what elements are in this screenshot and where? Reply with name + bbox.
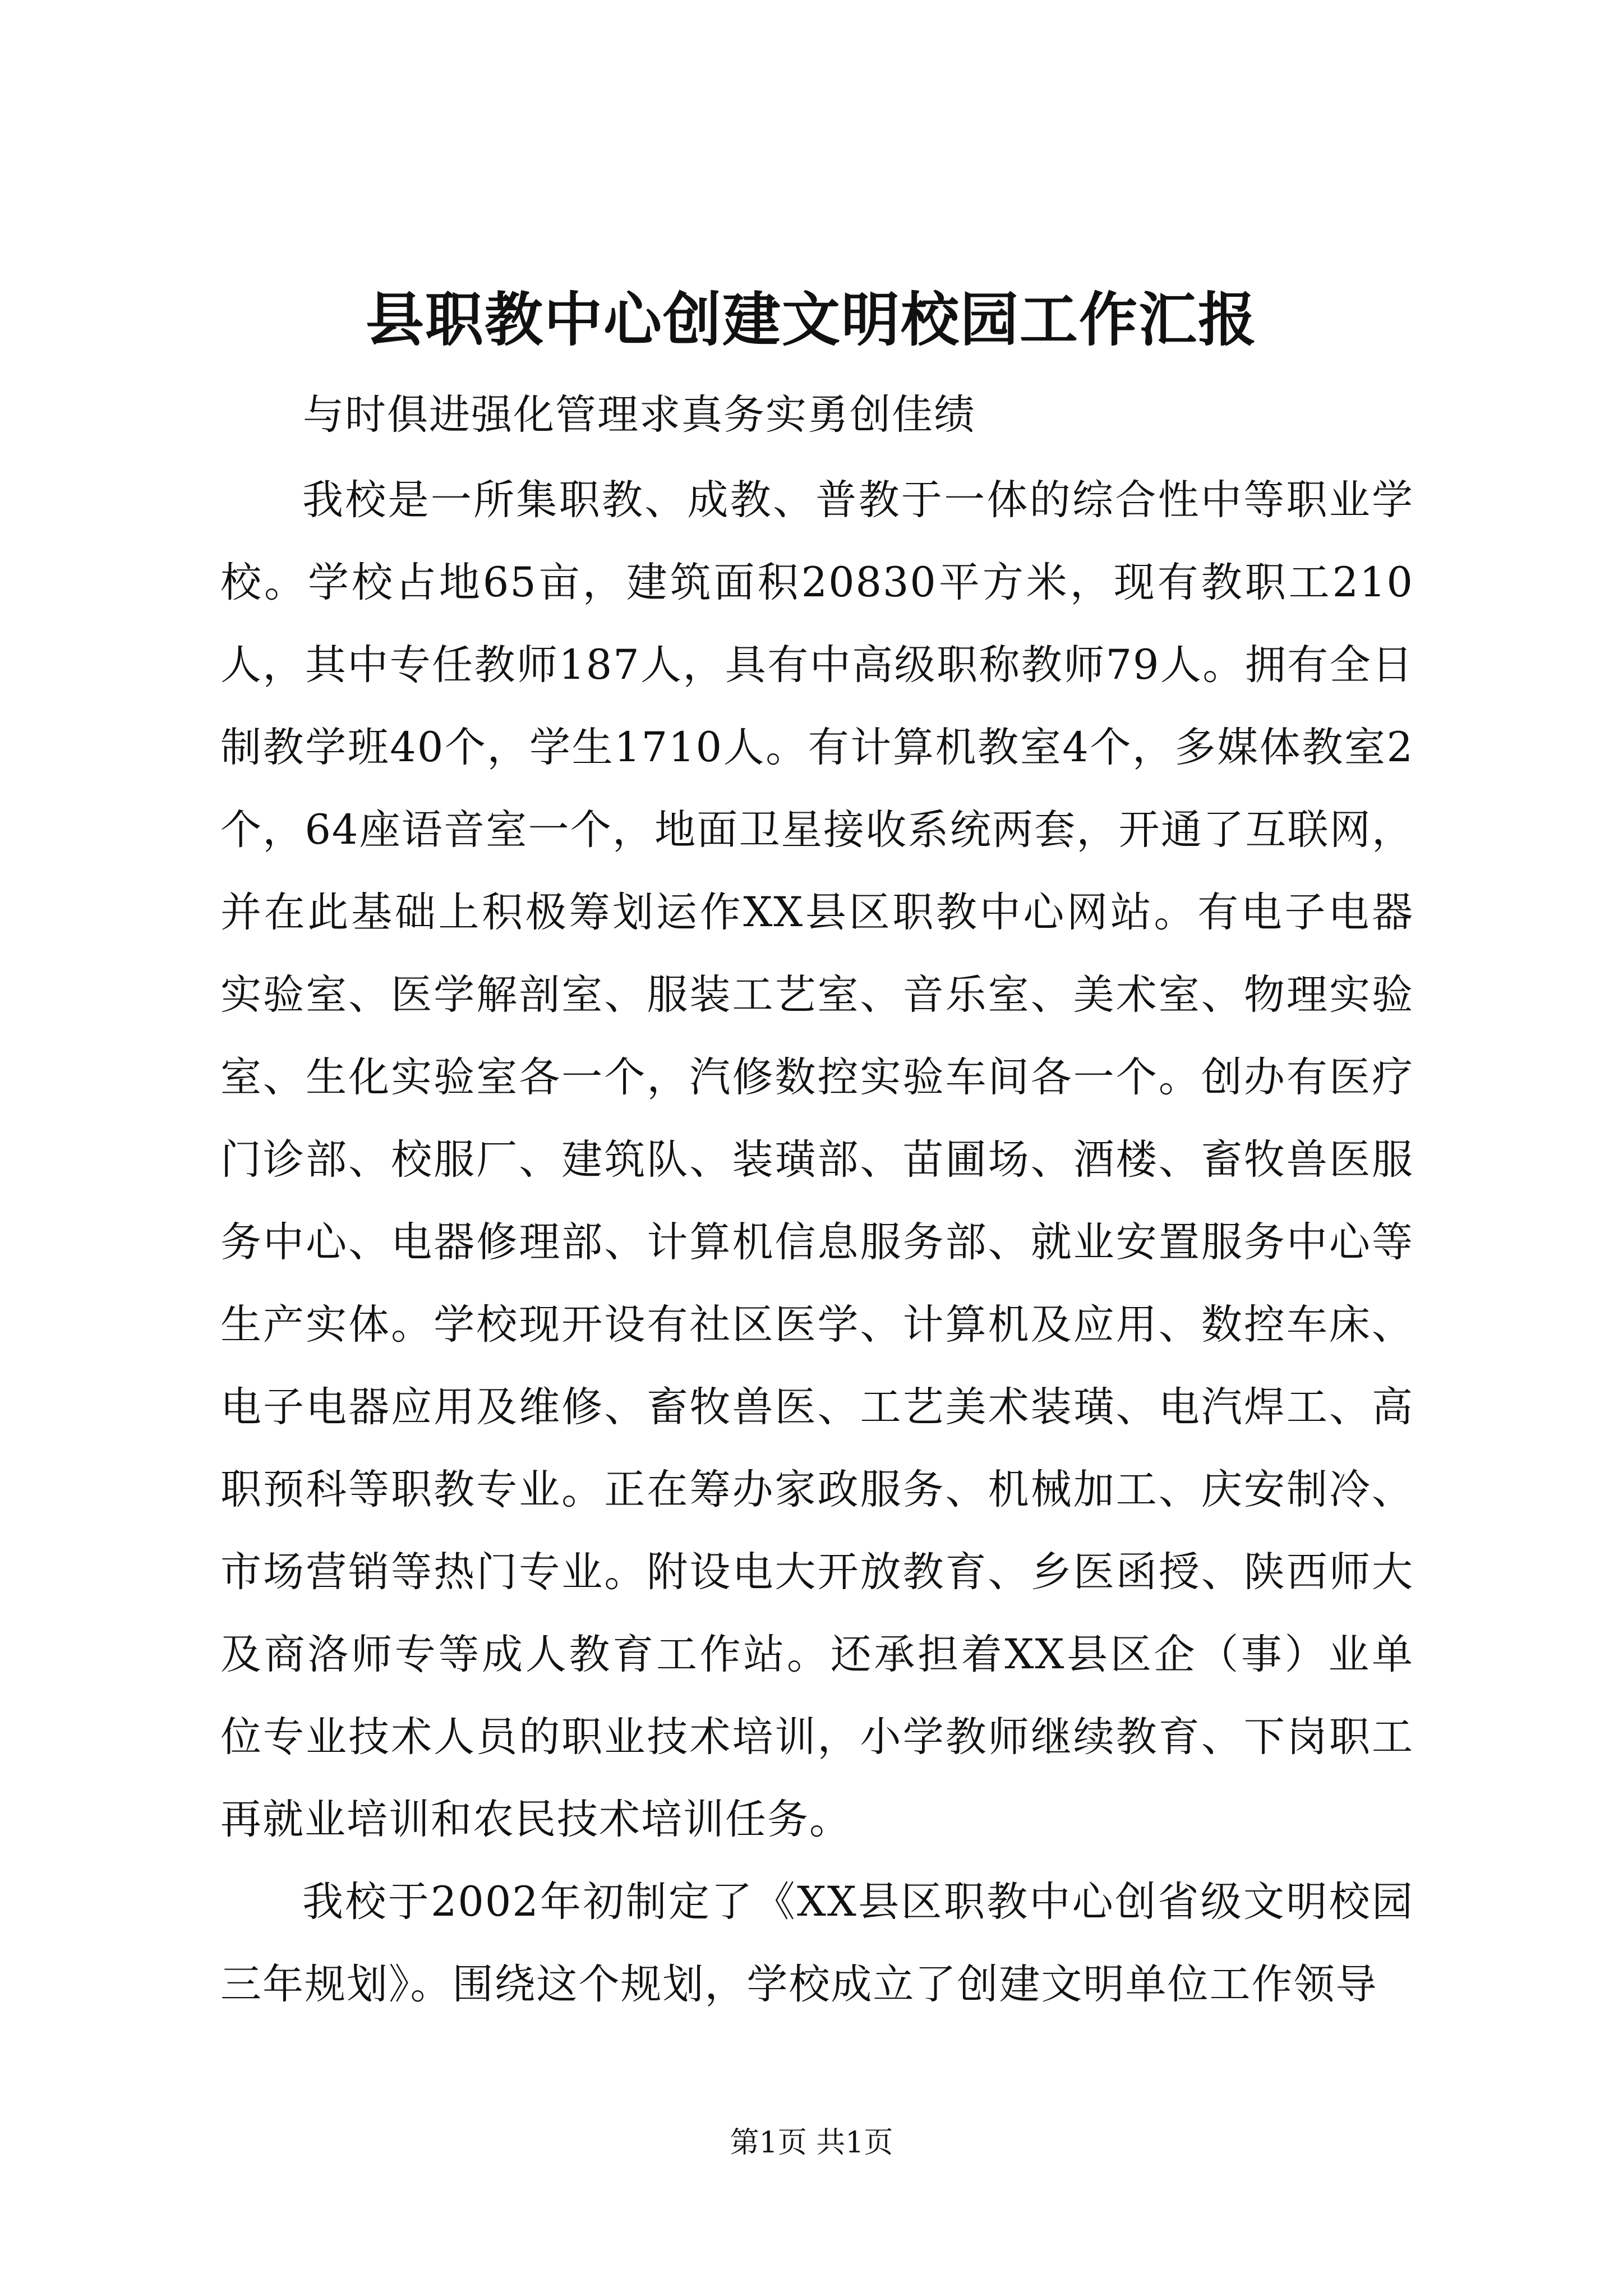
page-footer: 第1页 共1页 [730, 2126, 893, 2160]
body-paragraph: 我校于2002年初制定了《XX县区职教中心创省级文明校园三年规划》。围绕这个规划，学校成立了创建文明单位工作领导 [220, 1878, 1414, 2008]
body-paragraph: 我校是一所集职教、成教、普教于一体的综合性中等职业学校。学校占地65亩，建筑面积20830平方米，现有教职工210人，其中专任教师187人，具有中高级职称教师79人。拥有全日制教学班40个，学生1710人。有计算机教室4个，多媒体教室2个，64座语音室一个，地面卫星接收系统两套，开通了互联网，并在此基础上积极筹划运作XX县区职教中心网站。有电子电器实验室、医学解剖室、服装工艺室、音乐室、美术室、物理实验室、生化实验室各一个，汽修数控实验车间各一个。创办有医疗门诊部、校服厂、建筑队、装璜部、苗圃场、酒楼、畜牧兽医服务中心、电器修理部、计算机信息服务部、就业安置服务中心等生产实体。学校现开设有社区医学、计算机及应用、数控车床、电子电器应用及维修、畜牧兽医、工艺美术装璜、电汽焊工、高职预科等职教专业。正在筹办家政服务、机械加工、庆安制冷、市场营销等热门专业。附设电大开放教育、乡医函授、陕西师大及商洛师专等成人教育工作站。还承担着XX县区企（事）业单位专业技术人员的职业技术培训，小学教师继续教育、下岗职工再就业培训和农民技术培训任务。 [220, 476, 1414, 1843]
document-body [220, 459, 1414, 2026]
document-subtitle: 与时俱进强化管理求真务实勇创佳绩 [303, 391, 976, 439]
document-title: 县职教中心创建文明校园工作汇报 [365, 285, 1257, 354]
